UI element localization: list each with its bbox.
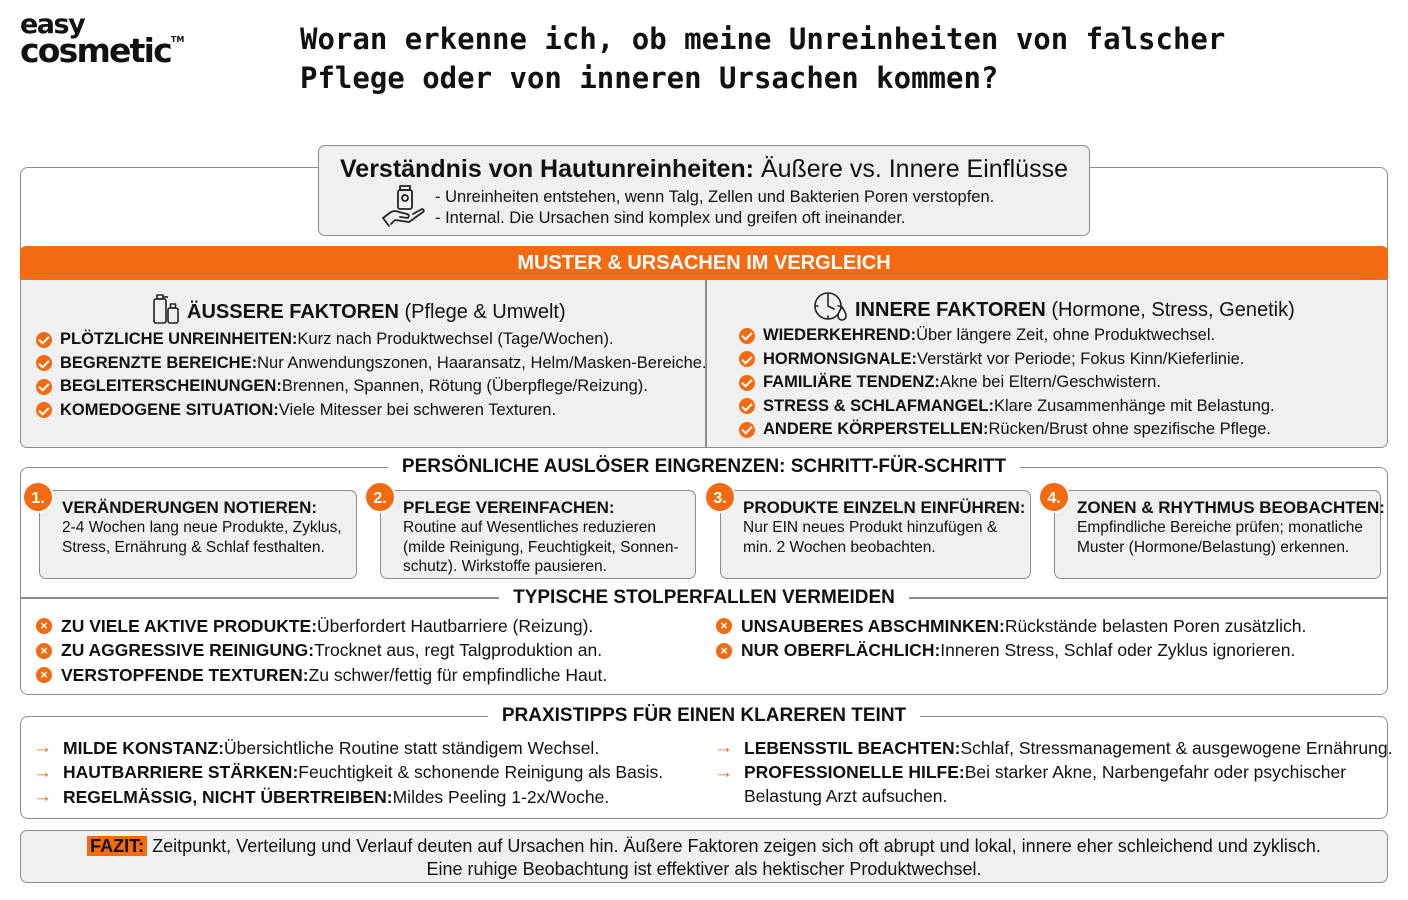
comparison-header-bar: MUSTER & URSACHEN IM VERGLEICH [20,246,1388,280]
intro-title: Verständnis von Hautunreinheiten: Äußere vs. Innere Einflüsse [340,155,1068,183]
tips-list-left [33,736,663,810]
fazit-box [20,830,1388,883]
comparison-panel [20,279,1388,448]
arrow-right-icon: → [33,737,52,759]
arrow-right-icon: → [714,761,733,783]
logo-line-1: easy [20,9,85,40]
list-item: BEGRENZTE BEREICHE: Nur Anwendungszonen, Haaransatz, Helm/Masken-Bereiche. [36,352,707,376]
step-text: 2-4 Wochen lang neue Produkte, Zyklus, Stress, Ernährung & Schlaf festhalten. [62,519,342,556]
fazit-label: FAZIT: [87,836,147,856]
clock-drop-icon [813,291,849,323]
steps-section-title: PERSÖNLICHE AUSLÖSER EINGRENZEN: SCHRITT-FÜR-SCHRITT [21,456,1387,478]
pitfalls-list-right [716,614,1306,663]
cosmetic-bottles-icon [151,293,181,325]
list-item: × ZU VIELE AKTIVE PRODUKTE: Überfordert Hautbarriere (Reizung). [36,614,607,639]
list-item: KOMEDOGENE SITUATION: Viele Mitesser bei schweren Texturen. [36,399,707,423]
page-title: Woran erkenne ich, ob meine Unreinheiten von falscher Pflege oder von inneren Ursachen kommen? [300,22,1226,95]
brand-logo [20,9,185,70]
check-icon [36,355,52,371]
list-item: × UNSAUBERES ABSCHMINKEN: Rückstände belasten Poren zusätzlich. [716,614,1306,639]
list-item: BEGLEITERSCHEINUNGEN: Brennen, Spannen, Rötung (Überpflege/Reizung). [36,375,707,399]
fazit-text: FAZIT: Zeitpunkt, Verteilung und Verlauf deuten auf Ursachen hin. Äußere Faktoren zeigen sich oft abrupt und lokal, innere eher schleichend und zyklisch. Eine ruhige Beobachtung ist effektiver als hektischer Produktwechsel. [21,835,1387,880]
pitfalls-list-left [36,614,607,688]
step-card-2 [380,490,696,579]
check-icon [739,422,755,438]
list-item: HORMONSIGNALE: Verstärkt vor Periode; Fokus Kinn/Kieferlinie. [739,348,1275,372]
internal-factors-list [739,324,1275,442]
step-number-badge: 4. [1038,481,1070,513]
step-number-badge: 1. [22,481,54,513]
check-icon [739,398,755,414]
external-factors-list [36,328,707,422]
internal-factors-heading: INNERE FAKTOREN (Hormone, Stress, Genetik) [813,291,1295,323]
check-icon [36,379,52,395]
list-item: → LEBENSSTIL BEACHTEN: Schlaf, Stressmanagement & ausgewogene Ernährung. [714,737,1393,759]
list-item: × NUR OBERFLÄCHLICH: Inneren Stress, Schlaf oder Zyklus ignorieren. [716,639,1306,664]
pitfalls-section-title: TYPISCHE STOLPERFALLEN VERMEIDEN [21,587,1387,609]
step-card-3 [720,490,1031,579]
list-item: ANDERE KÖRPERSTELLEN: Rücken/Brust ohne spezifische Pflege. [739,418,1275,442]
hand-with-product-icon [381,184,427,230]
arrow-right-icon: → [33,786,52,808]
list-item: STRESS & SCHLAFMANGEL: Klare Zusammenhänge mit Belastung. [739,395,1275,419]
step-number-badge: 2. [364,481,396,513]
tips-section-title: PRAXISTIPPS FÜR EINEN KLAREREN TEINT [21,705,1387,727]
list-item: WIEDERKEHREND: Über längere Zeit, ohne Produktwechsel. [739,324,1275,348]
step-text: Nur EIN neues Produkt hinzufügen & min. 2 Wochen beobachten. [743,519,998,556]
list-item-continuation: Belastung Arzt aufsuchen. [744,785,948,806]
list-item: × VERSTOPFENDE TEXTUREN: Zu schwer/fettig für empfindliche Haut. [36,663,607,688]
step-text: Empfindliche Bereiche prüfen; monatliche Muster (Hormone/Belastung) erkennen. [1077,519,1364,556]
intro-text: - Unreinheiten entstehen, wenn Talg, Zellen und Bakterien Poren verstopfen. - Internal. Die Ursachen sind komplex und greifen oft ineinander. [435,188,995,227]
step-card-4 [1054,490,1385,579]
trademark-sign: TM [170,34,185,44]
check-icon [36,402,52,418]
check-icon [739,375,755,391]
intro-box [318,145,1090,236]
x-icon: × [716,618,732,634]
check-icon [739,328,755,344]
x-icon: × [36,667,52,683]
step-title: PRODUKTE EINZELN EINFÜHREN: [743,498,1026,517]
arrow-right-icon: → [714,737,733,759]
list-item: → REGELMÄSSIG, NICHT ÜBERTREIBEN: Mildes Peeling 1-2x/Woche. [33,786,610,808]
external-factors-heading: ÄUSSERE FAKTOREN (Pflege & Umwelt) [151,293,566,325]
check-icon [36,332,52,348]
list-item: PLÖTZLICHE UNREINHEITEN: Kurz nach Produktwechsel (Tage/Wochen). [36,328,707,352]
tips-list-right [714,736,1392,807]
step-title: PFLEGE VEREINFACHEN: [403,498,615,517]
list-item: → MILDE KONSTANZ: Übersichtliche Routine statt ständigem Wechsel. [33,737,600,759]
step-title: ZONEN & RHYTHMUS BEOBACHTEN: [1077,498,1385,517]
x-icon: × [716,643,732,659]
check-icon [739,351,755,367]
step-number-badge: 3. [704,481,736,513]
x-icon: × [36,618,52,634]
x-icon: × [36,643,52,659]
logo-line-2: cosmetic™ [20,30,185,70]
list-item: FAMILIÄRE TENDENZ: Akne bei Eltern/Geschwistern. [739,371,1275,395]
list-item: → PROFESSIONELLE HILFE: Bei starker Akne, Narbengefahr oder psychischer [714,761,1347,783]
step-title: VERÄNDERUNGEN NOTIEREN: [62,498,318,517]
list-item: → HAUTBARRIERE STÄRKEN: Feuchtigkeit & schonende Reinigung als Basis. [33,761,664,783]
arrow-right-icon: → [33,761,52,783]
step-card-1 [39,490,357,579]
list-item: × ZU AGGRESSIVE REINIGUNG: Trocknet aus, regt Talgproduktion an. [36,639,607,664]
step-text: Routine auf Wesentliches reduzieren (milde Reinigung, Feuchtigkeit, Sonnen- schutz). Wirkstoffe pausieren. [403,519,679,575]
